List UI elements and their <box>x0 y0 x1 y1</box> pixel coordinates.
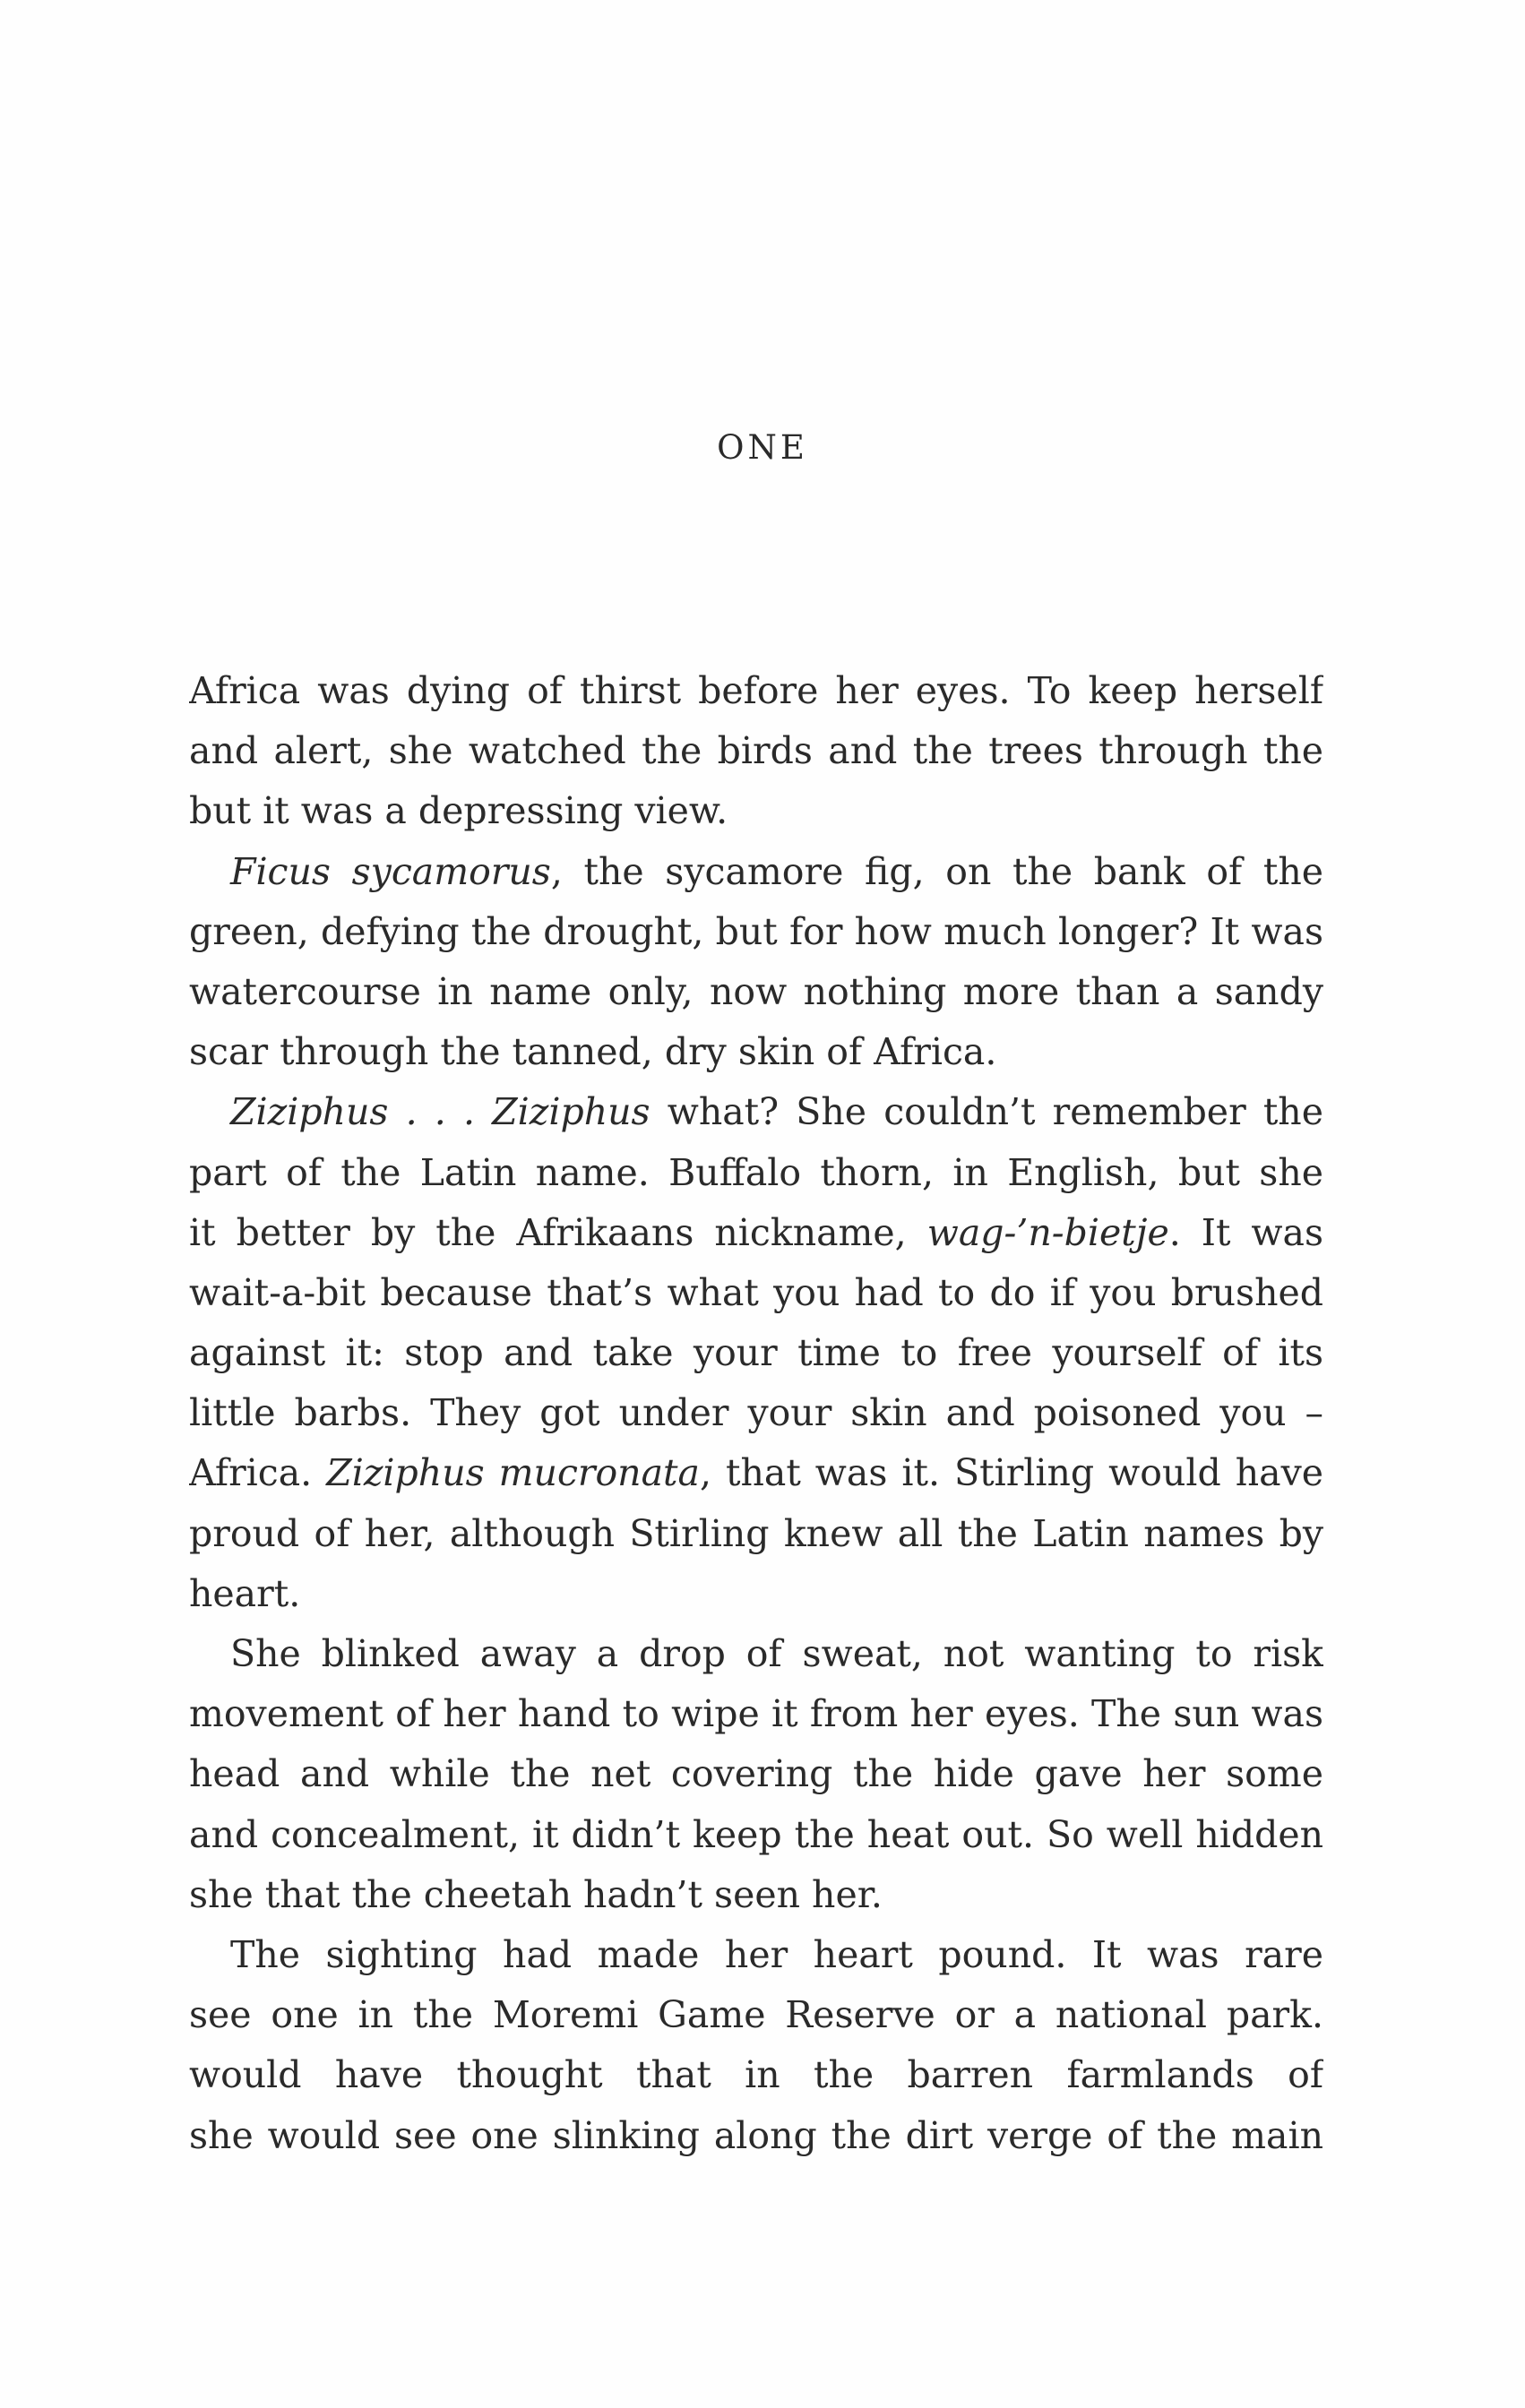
text-line <box>189 1925 1323 1985</box>
text-run: and alert, she watched the birds and the trees through the <box>189 729 1323 773</box>
text-line <box>189 1504 1323 1564</box>
text-line <box>189 781 1323 841</box>
text-line <box>189 1383 1323 1443</box>
body-text <box>189 661 1323 2166</box>
text-line <box>189 721 1323 781</box>
text-run: little barbs. They got under your skin and poisoned you – <box>189 1391 1323 1435</box>
text-line <box>189 1564 1323 1624</box>
text-run: see one in the Moremi Game Reserve or a national park. <box>189 1993 1323 2037</box>
text-run: she that the cheetah hadn’t seen her. <box>189 1872 883 1916</box>
text-line <box>189 1143 1323 1203</box>
paragraph <box>189 661 1323 842</box>
text-line <box>189 1805 1323 1865</box>
text-run: movement of her hand to wipe it from her eyes. The sun was <box>189 1692 1323 1736</box>
text-line <box>189 1443 1323 1503</box>
text-run: Africa was dying of thirst before her eyes. To keep herself <box>189 669 1323 712</box>
text-run: but it was a depressing view. <box>189 789 728 833</box>
text-line <box>189 661 1323 721</box>
text-line <box>189 1323 1323 1383</box>
text-line <box>189 1022 1323 1082</box>
text-line <box>189 1263 1323 1323</box>
text-line <box>189 962 1323 1022</box>
italic-text: Ziziphus mucronata <box>326 1451 700 1495</box>
paragraph <box>189 842 1323 1083</box>
text-run: against it: stop and take your time to free yourself of its <box>189 1331 1323 1375</box>
text-line <box>189 2045 1323 2105</box>
text-run: she would see one slinking along the dirt verge of the main <box>189 2113 1323 2157</box>
paragraph <box>189 1082 1323 1624</box>
text-line <box>189 1985 1323 2045</box>
italic-text: Ficus sycamorus <box>230 849 551 893</box>
text-run: heart. <box>189 1571 301 1615</box>
text-line <box>189 1744 1323 1804</box>
text-run: She blinked away a drop of sweat, not wanting to risk <box>230 1632 1323 1675</box>
text-run: and concealment, it didn’t keep the heat out. So well hidden <box>189 1812 1323 1856</box>
text-run: would have thought that in the barren farmlands of <box>189 2053 1323 2097</box>
text-run: , that was it. Stirling would have <box>699 1451 1323 1495</box>
text-run: watercourse in name only, now nothing more than a sandy <box>189 969 1323 1013</box>
text-line <box>189 1203 1323 1263</box>
text-run: , the sycamore fig, on the bank of the <box>550 849 1323 893</box>
text-line <box>189 1865 1323 1925</box>
text-run: The sighting had made her heart pound. It was rare <box>230 1932 1323 1976</box>
paragraph <box>189 1624 1323 1925</box>
paragraph <box>189 1925 1323 2166</box>
text-run: Africa. <box>189 1451 327 1495</box>
italic-text: wag-’n-bietje <box>926 1210 1169 1254</box>
text-line <box>189 902 1323 962</box>
text-line <box>189 1684 1323 1744</box>
text-run: head and while the net covering the hide gave her some <box>189 1752 1323 1796</box>
text-run: green, defying the drought, but for how much longer? It was <box>189 909 1323 953</box>
text-line <box>189 1624 1323 1684</box>
text-run: what? She couldn’t remember the <box>667 1090 1323 1134</box>
text-run: scar through the tanned, dry skin of Africa. <box>189 1030 997 1074</box>
text-run: part of the Latin name. Buffalo thorn, in English, but she <box>189 1150 1323 1194</box>
text-line <box>189 2106 1323 2166</box>
text-run: . It was <box>1168 1210 1323 1254</box>
italic-text: Ziziphus . . . Ziziphus <box>230 1090 650 1134</box>
text-run: it better by the Afrikaans nickname, <box>189 1210 927 1254</box>
text-line <box>189 842 1323 902</box>
text-run: wait-a-bit because that’s what you had to do if you brushed <box>189 1270 1323 1314</box>
chapter-title: ONE <box>717 428 808 467</box>
text-run: proud of her, although Stirling knew all the Latin names by <box>189 1511 1323 1555</box>
text-line <box>189 1082 1323 1142</box>
